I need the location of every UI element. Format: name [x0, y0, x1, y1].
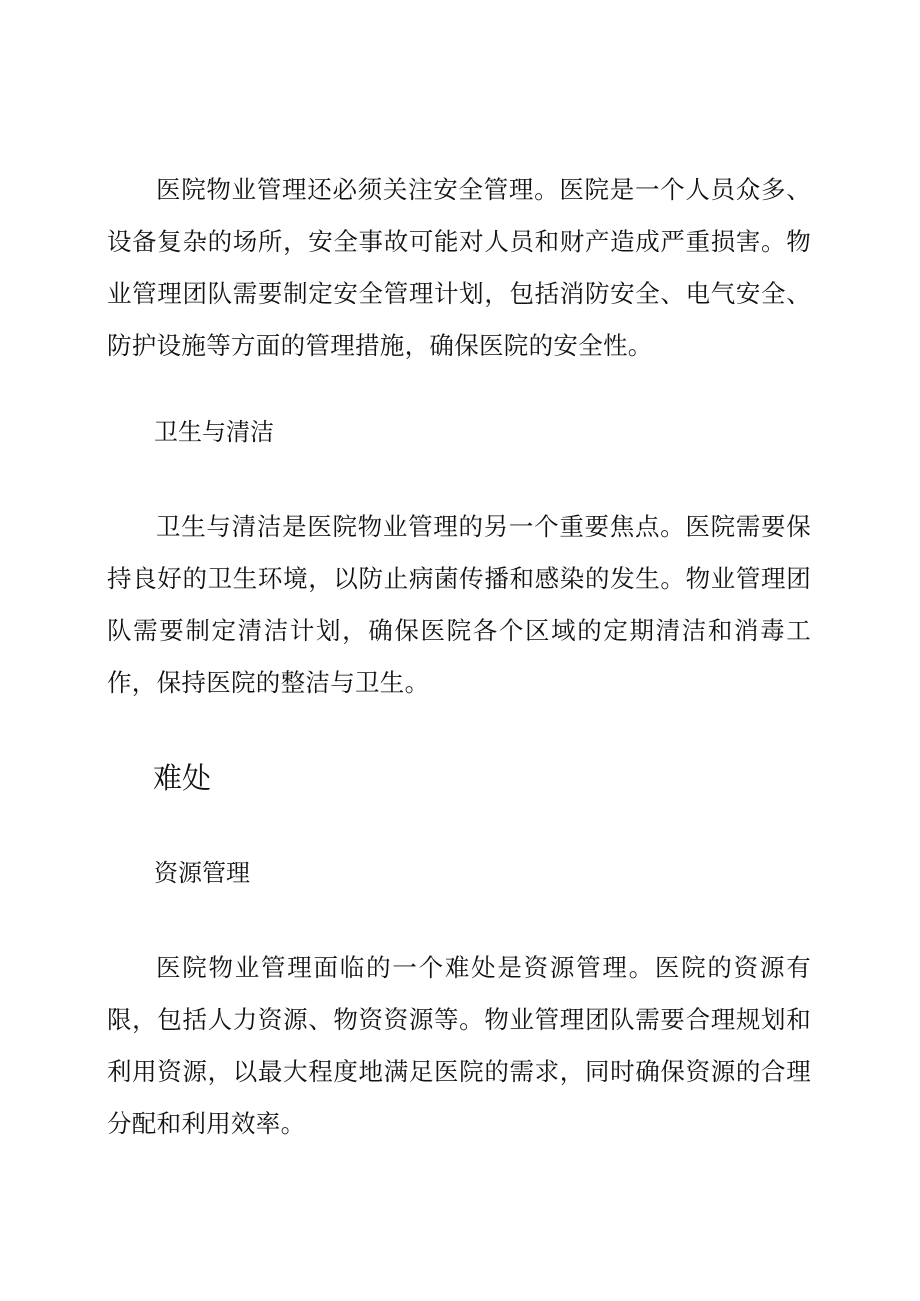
- hygiene-cleaning-heading: 卫生与清洁: [154, 418, 274, 446]
- difficulties-heading: 难处: [153, 761, 212, 795]
- resource-management-heading: 资源管理: [154, 859, 250, 887]
- hygiene-cleaning-paragraph: 卫生与清洁是医院物业管理的另一个重要焦点。医院需要保持良好的卫生环境，以防止病菌传播和感染的发生。物业管理团队需要制定清洁计划，确保医院各个区域的定期清洁和消毒工作，保持医院的整洁与卫生。: [107, 512, 811, 697]
- safety-management-paragraph: 医院物业管理还必须关注安全管理。医院是一个人员众多、设备复杂的场所，安全事故可能对人员和财产造成严重损害。物业管理团队需要制定安全管理计划，包括消防安全、电气安全、防护设施等方面的管理措施，确保医院的安全性。: [107, 175, 811, 360]
- resource-management-paragraph: 医院物业管理面临的一个难处是资源管理。医院的资源有限，包括人力资源、物资资源等。物业管理团队需要合理规划和利用资源，以最大程度地满足医院的需求，同时确保资源的合理分配和利用效率。: [107, 953, 811, 1138]
